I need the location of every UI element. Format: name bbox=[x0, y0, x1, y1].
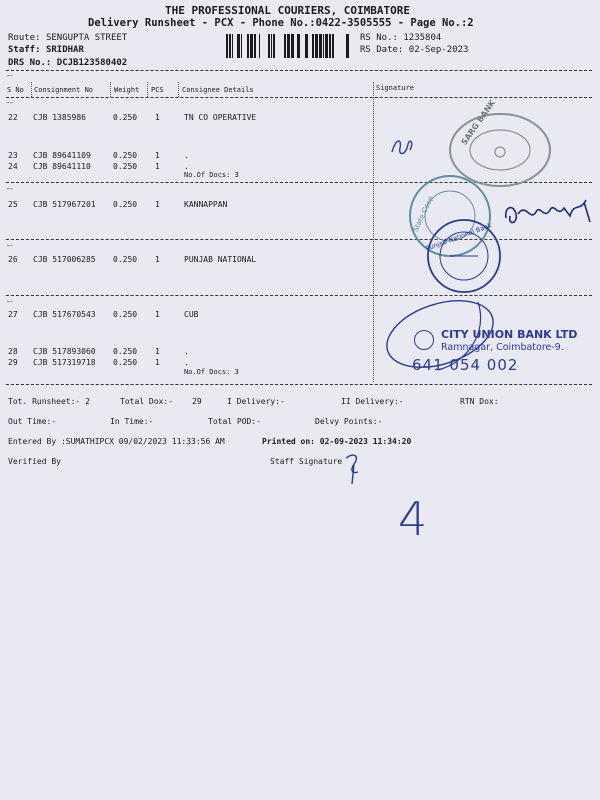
col-consignment: Consignment No bbox=[34, 86, 94, 94]
row-consignment-no: CJB 517670543 bbox=[33, 310, 96, 319]
row-consignment-no: CJB 517319718 bbox=[33, 358, 96, 367]
total-pod: Total POD:- bbox=[208, 417, 261, 426]
city-union-address: Ramnagar, Coimbatore-9. bbox=[441, 342, 564, 353]
barcode-bar bbox=[241, 34, 242, 58]
docs-count-1: No.Of Docs: 3 bbox=[184, 171, 239, 179]
row-consignee: . bbox=[184, 162, 189, 171]
col-sno: S No bbox=[7, 86, 24, 94]
barcode-bar bbox=[325, 34, 328, 58]
row-sno: 28 bbox=[8, 347, 18, 356]
route-value: SENGUPTA STREET bbox=[45, 33, 128, 43]
barcode-bar bbox=[259, 34, 260, 58]
header-divider bbox=[6, 70, 592, 71]
row-weight: 0.250 bbox=[113, 151, 138, 160]
route-line bbox=[8, 33, 127, 43]
barcode-bar bbox=[332, 34, 334, 58]
row-pcs: 1 bbox=[155, 151, 160, 160]
row-weight: 0.250 bbox=[113, 200, 138, 209]
barcode-bar bbox=[287, 34, 290, 58]
barcode-bar bbox=[268, 34, 270, 58]
row-sno: 29 bbox=[8, 358, 18, 367]
barcode-bar bbox=[254, 34, 256, 58]
col-weight: Weight bbox=[114, 86, 140, 94]
row-sno: 23 bbox=[8, 151, 18, 160]
divider-mark: -- bbox=[6, 99, 13, 107]
row-consignee: . bbox=[184, 151, 189, 160]
row-pcs: 1 bbox=[155, 358, 160, 367]
row-consignment-no: CJB 89641109 bbox=[33, 151, 91, 160]
staff-label: Staff: bbox=[8, 45, 41, 55]
row-sno: 25 bbox=[8, 200, 18, 209]
barcode-bar bbox=[312, 34, 314, 58]
barcode-bar bbox=[329, 34, 331, 58]
i-delivery: I Delivery:- bbox=[227, 397, 285, 406]
staff-signature-mark bbox=[340, 450, 370, 490]
barcode-bar bbox=[250, 34, 253, 58]
signature-scrawl bbox=[500, 192, 596, 236]
barcode-bar bbox=[273, 34, 275, 58]
sarg-bank-text: SARG BANK bbox=[459, 98, 498, 147]
barcode-bar bbox=[323, 34, 324, 58]
divider-mark: -- bbox=[6, 242, 13, 250]
city-union-code: 641 054 002 bbox=[412, 356, 519, 374]
city-union-name: CITY UNION BANK LTD bbox=[441, 328, 578, 341]
rs-no-label: RS No.: bbox=[360, 33, 398, 43]
col-consignee: Consignee Details bbox=[182, 86, 254, 94]
in-time: In Time:- bbox=[110, 417, 154, 426]
out-time: Out Time:- bbox=[8, 417, 57, 426]
barcode-bar bbox=[271, 34, 272, 58]
printed-on: Printed on: 02-09-2023 11:34:20 bbox=[262, 437, 412, 446]
row-pcs: 1 bbox=[155, 347, 160, 356]
row-weight: 0.250 bbox=[113, 347, 138, 356]
delvy-points: Delvy Points:- bbox=[315, 417, 383, 426]
barcode-bar bbox=[297, 34, 300, 58]
runsheet-subtitle: Delivery Runsheet - PCX - Phone No.:0422-3505555 - Page No.:2 bbox=[88, 17, 474, 29]
row-weight: 0.250 bbox=[113, 358, 138, 367]
ii-delivery: II Delivery:- bbox=[341, 397, 404, 406]
row-pcs: 1 bbox=[155, 310, 160, 319]
docs-count-2: No.Of Docs: 3 bbox=[184, 368, 239, 376]
divider-mark: -- bbox=[6, 72, 13, 80]
row-consignee: PUNJAB NATIONAL bbox=[184, 255, 257, 264]
row-consignee: TN CO OPERATIVE bbox=[184, 113, 257, 122]
barcode-bar bbox=[284, 34, 286, 58]
rs-no-line bbox=[360, 33, 441, 43]
barcode-bar bbox=[319, 34, 322, 58]
row-sno: 26 bbox=[8, 255, 18, 264]
rs-no-value: 1235804 bbox=[403, 33, 442, 43]
barcode-bar bbox=[346, 34, 349, 58]
punjab-text: Punjab National Bank bbox=[424, 221, 493, 253]
col-pcs: PCS bbox=[151, 86, 164, 94]
rs-date-value: 02-Sep-2023 bbox=[408, 45, 469, 55]
punjab-stamp bbox=[422, 216, 506, 296]
state-coop-text: State Coop bbox=[411, 194, 436, 234]
signature-initials bbox=[388, 132, 418, 160]
row-consignment-no: CJB 517006285 bbox=[33, 255, 96, 264]
drs-value: DCJB123580402 bbox=[56, 58, 128, 68]
barcode-bar bbox=[229, 34, 231, 58]
row-pcs: 1 bbox=[155, 200, 160, 209]
total-dox-label: Total Dox:- bbox=[120, 397, 173, 406]
company-name: THE PROFESSIONAL COURIERS, COIMBATORE bbox=[165, 4, 411, 17]
row-pcs: 1 bbox=[155, 255, 160, 264]
tot-runsheet: Tot. Runsheet:- 2 bbox=[8, 397, 90, 406]
drs-label: DRS No.: bbox=[8, 58, 52, 68]
row-sno: 27 bbox=[8, 310, 18, 319]
staff-signature-label: Staff Signature bbox=[270, 457, 343, 466]
barcode-bar bbox=[226, 34, 228, 58]
entered-by: Entered By :SUMATHIPCX 09/02/2023 11:33:56 AM bbox=[8, 437, 225, 446]
row-consignee: . bbox=[184, 347, 189, 356]
row-consignee: KANNAPPAN bbox=[184, 200, 228, 209]
row-weight: 0.250 bbox=[113, 255, 138, 264]
column-header-divider bbox=[6, 97, 592, 98]
row-consignment-no: CJB 517967201 bbox=[33, 200, 96, 209]
barcode-bar bbox=[291, 34, 294, 58]
row-pcs: 1 bbox=[155, 113, 160, 122]
total-dox-value: 29 bbox=[192, 397, 202, 406]
staff-value: SRIDHAR bbox=[45, 45, 84, 55]
barcode-bar bbox=[305, 34, 308, 58]
barcode-bar bbox=[247, 34, 249, 58]
barcode-bar bbox=[315, 34, 318, 58]
divider-mark: -- bbox=[6, 298, 13, 306]
rs-date-line bbox=[360, 45, 468, 55]
col-signature: Signature bbox=[376, 84, 414, 92]
row-weight: 0.250 bbox=[113, 310, 138, 319]
barcode-bar bbox=[232, 34, 233, 58]
row-consignee: CUB bbox=[184, 310, 199, 319]
row-consignee: . bbox=[184, 358, 189, 367]
row-consignment-no: CJB 1385986 bbox=[33, 113, 86, 122]
handwritten-number: 4 bbox=[398, 492, 428, 546]
table-end-divider bbox=[6, 384, 592, 385]
rs-date-label: RS Date: bbox=[360, 45, 404, 55]
city-union-logo-icon bbox=[414, 330, 434, 350]
row-weight: 0.250 bbox=[113, 162, 138, 171]
row-consignment-no: CJB 89641110 bbox=[33, 162, 91, 171]
staff-line bbox=[8, 45, 84, 55]
divider-mark: -- bbox=[6, 185, 13, 193]
barcode-bar bbox=[237, 34, 240, 58]
barcode bbox=[226, 34, 354, 58]
row-weight: 0.250 bbox=[113, 113, 138, 122]
row-consignment-no: CJB 517893060 bbox=[33, 347, 96, 356]
row-pcs: 1 bbox=[155, 162, 160, 171]
verified-by: Verified By bbox=[8, 457, 61, 466]
rtn-dox: RTN Dox: bbox=[460, 397, 499, 406]
row-sno: 24 bbox=[8, 162, 18, 171]
drs-line bbox=[8, 58, 127, 68]
route-label: Route: bbox=[8, 33, 41, 43]
row-sno: 22 bbox=[8, 113, 18, 122]
